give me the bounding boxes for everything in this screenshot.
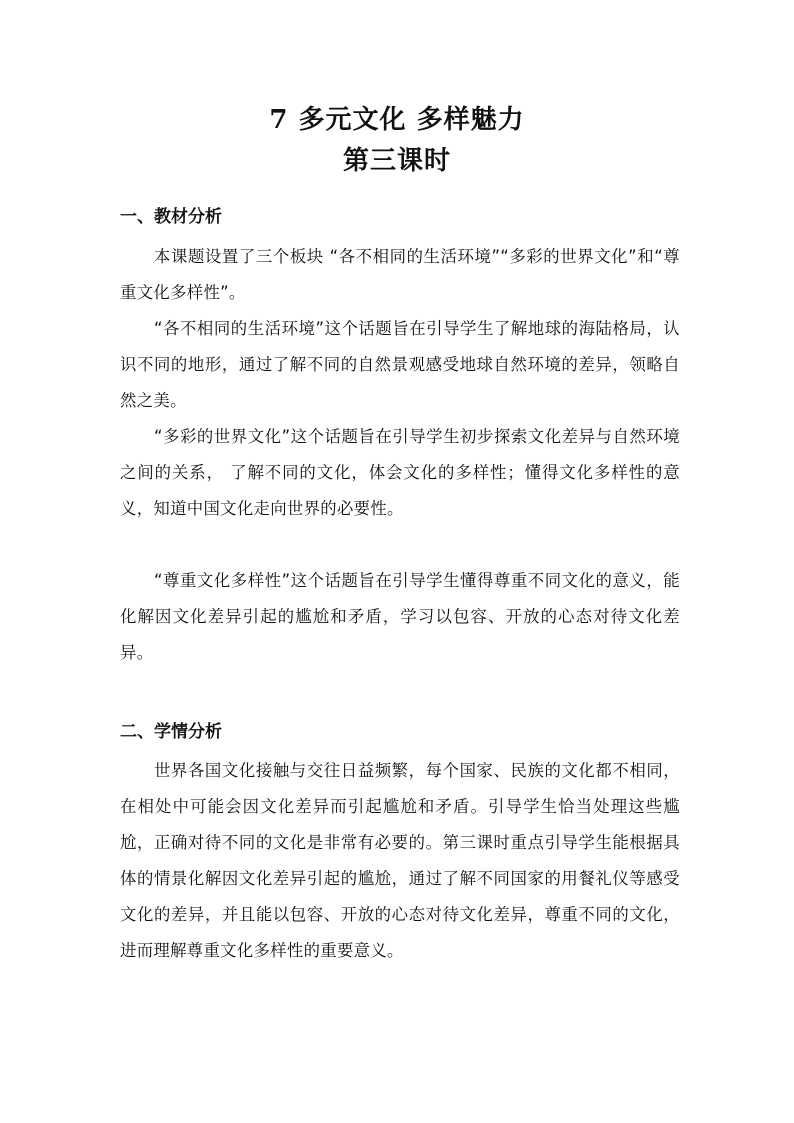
- paragraph: “多彩的世界文化”这个话题旨在引导学生初步探索文化差异与自然环境之间的关系， 了解不同的文化，体会文化的多样性；懂得文化多样性的意义，知道中国文化走向世界的必要性。: [120, 427, 680, 518]
- document-subtitle: 第三课时: [342, 146, 451, 176]
- paragraph: 本课题设置了三个板块 “各不相同的生活环境”“多彩的世界文化”和“尊重文化多样性”。: [120, 247, 680, 302]
- document-title: 7 多元文化 多样魅力: [269, 105, 525, 135]
- paragraph: “尊重文化多样性”这个话题旨在引导学生懂得尊重不同文化的意义，能化解因文化差异引起的尴尬和矛盾，学习以包容、开放的心态对待文化差异。: [120, 571, 680, 662]
- paragraph: “各不相同的生活环境”这个话题旨在引导学生了解地球的海陆格局，认识不同的地形，通过了解不同的自然景观感受地球自然环境的差异，领略自然之美。: [120, 319, 680, 410]
- paragraph: 世界各国文化接触与交往日益频繁，每个国家、民族的文化都不相同，在相处中可能会因文化差异而引起尴尬和矛盾。引导学生恰当处理这些尴尬，正确对待不同的文化是非常有必要的。第三课时重点引导学生能根据具体的情景化解因文化差异引起的尴尬，通过了解不同国家的用餐礼仪等感受文化的差异，并且能以包容、开放的心态对待文化差异，尊重不同的文化，进而理解尊重文化多样性的重要意义。: [120, 761, 680, 960]
- section-heading-student-analysis: 二、学情分析: [120, 722, 222, 742]
- section-heading-textbook-analysis: 一、教材分析: [120, 207, 222, 227]
